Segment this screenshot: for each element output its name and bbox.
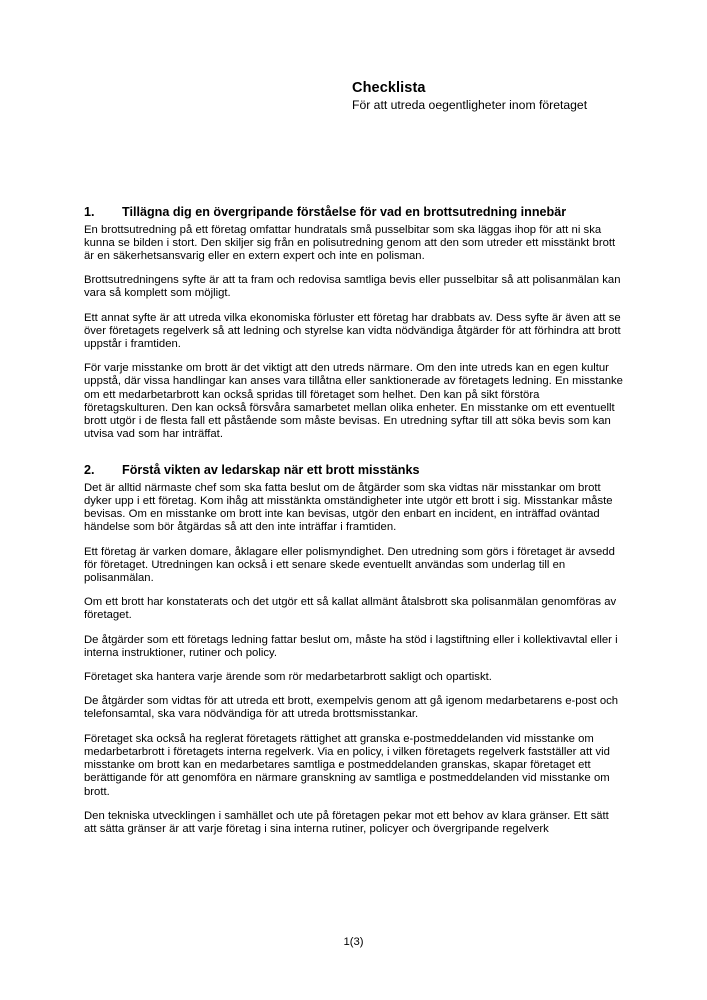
section-2-heading xyxy=(84,463,623,479)
paragraph: Om ett brott har konstaterats och det utgör ett så kallat allmänt åtalsbrott ska polisanmälan genomföras av företaget. xyxy=(84,596,617,622)
section-2-number: 2. xyxy=(84,463,95,478)
section-2-title: Förstå vikten av ledarskap när ett brott misstänks xyxy=(122,463,420,478)
document-subtitle: För att utreda oegentligheter inom företaget xyxy=(352,98,588,112)
paragraph: Brottsutredningens syfte är att ta fram och redovisa samtliga bevis eller pusselbitar så att polisanmälan kan vara så komplett som möjligt. xyxy=(84,274,621,300)
paragraph: Företaget ska hantera varje ärende som rör medarbetarbrott sakligt och opartiskt. xyxy=(84,671,492,684)
document-title: Checklista xyxy=(352,80,426,96)
document-header xyxy=(352,80,592,113)
paragraph: De åtgärder som vidtas för att utreda ett brott, exempelvis genom att gå igenom medarbetarens e-post och telefonsamtal, ska vara nödvändiga för att utreda brottsmisstankar. xyxy=(84,695,619,721)
paragraph: De åtgärder som ett företags ledning fattar beslut om, måste ha stöd i lagstiftning eller i kollektivavtal eller i interna instruktioner, rutiner och policy. xyxy=(84,633,618,659)
section-1-number: 1. xyxy=(84,205,95,219)
section-1 xyxy=(84,205,623,441)
document-body xyxy=(84,205,623,836)
paragraph: Ett annat syfte är att utreda vilka ekonomiska förluster ett företag har drabbats av. Dess syfte är även att se över företagets regelverk så att ledning och styrelse kan vidta nödvändiga åtgärder för att förhindra att brott uppstår i framtiden. xyxy=(84,311,621,350)
section-1-title: Tillägna dig en övergripande förståelse för vad en brottsutredning innebär xyxy=(122,205,567,219)
paragraph: En brottsutredning på ett företag omfattar hundratals små pusselbitar som ska läggas ihop för att ni ska kunna se bilden i stort. Den skiljer sig från en polisutredning genom att den som utreder ett misstänkt brott är en säkerhetsansvarig eller en extern expert och inte en polisman. xyxy=(84,223,616,262)
paragraph: Ett företag är varken domare, åklagare eller polismyndighet. Den utredning som görs i företaget är avsedd för företaget. Utredningen kan också i ett senare skede eventuellt användas som underlag till en polisanmälan. xyxy=(84,545,615,585)
paragraph: Det är alltid närmaste chef som ska fatta beslut om de åtgärder som ska vidtas när misstankar om brott dyker upp i ett företag. Kom ihåg att misstänkta omständigheter inte utgör ett brott i sig. Misstankar måste bevisas. Om en misstanke om brott inte kan bevisas, utgör den enbart en incident, en inträffad oväntad händelse som bör åtgärdas så att den inte inträffar i framtiden. xyxy=(84,481,613,534)
paragraph: För varje misstanke om brott är det viktigt att den utreds närmare. Om den inte utreds kan en egen kultur uppstå, där vissa handlingar kan anses vara tillåtna eller sanktionerade av företagets ledning. En misstanke om ett medarbetarbrott kan också spridas till företaget som helhet. Den kan på sikt förstöra företagskulturen. Den kan också försvåra samarbetet mellan olika enheter. En misstanke om ett eventuellt brott utgör i de flesta fall ett påstående som måste bevisas. En utredning syftar till att söka bevis som kan utvisa vad som har inträffat. xyxy=(84,362,623,441)
page-number-footer: 1(3) xyxy=(343,936,364,948)
section-2 xyxy=(84,463,623,836)
paragraph: Den tekniska utvecklingen i samhället och ute på företagen pekar mot ett behov av klara gränser. Ett sätt att sätta gränser är att varje företag i sina interna rutiner, policyer och övergripande regelverk xyxy=(84,809,609,835)
paragraph: Företaget ska också ha reglerat företagets rättighet att granska e-postmeddelanden vid misstanke om medarbetarbrott i företagets interna regelverk. Via en policy, i vilken företagets regelverk fastställer att vid misstanke om brott kan en medarbetares samtliga e postmeddelanden granskas, skapar företaget ett berättigande för att genomföra en närmare granskning av samtliga e postmeddelanden vid misstanke om brott. xyxy=(84,732,610,798)
section-1-heading xyxy=(84,205,623,221)
